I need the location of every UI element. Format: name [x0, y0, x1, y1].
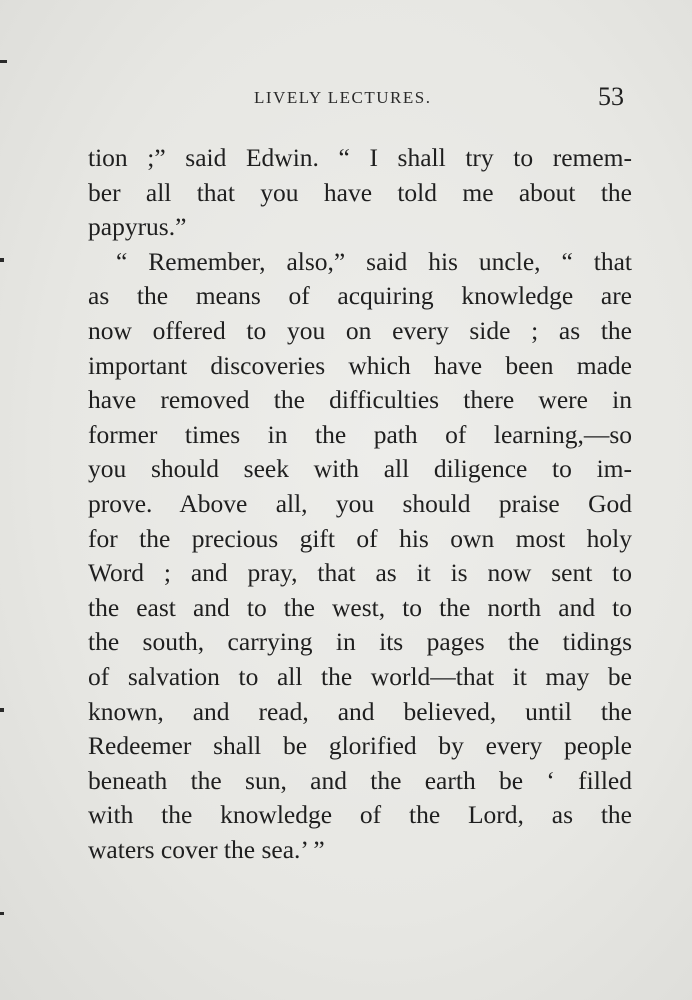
text-line: for the precious gift of his own most holy [88, 523, 632, 553]
text-line: “ Remember, also,” said his uncle, “ that [116, 246, 632, 276]
text-line: have removed the difficulties there were in [88, 385, 632, 415]
text-line: the south, carrying in its pages the tidings [88, 627, 632, 657]
text-line: Word ; and pray, that as it is now sent to [88, 558, 632, 588]
text-line: waters cover the sea.’ ” [88, 834, 325, 864]
text-line: you should seek with all diligence to im- [88, 454, 632, 484]
text-line: tion ;” said Edwin. “ I shall try to remem- [88, 143, 632, 172]
text-line: now offered to you on every side ; as the [88, 315, 632, 345]
text-line: of salvation to all the world—that it may be [88, 661, 632, 691]
text-line: prove. Above all, you should praise God [88, 488, 632, 518]
text-line: beneath the sun, and the earth be ‘ filled [88, 765, 632, 795]
page-number: 53 [598, 82, 624, 111]
text-line: with the knowledge of the Lord, as the [88, 800, 632, 830]
left-edge-mark [0, 258, 4, 262]
text-line: as the means of acquiring knowledge are [88, 281, 632, 311]
text-line: former times in the path of learning,—so [88, 419, 632, 449]
text-line: important discoveries which have been made [88, 350, 632, 380]
left-edge-mark [0, 60, 7, 63]
text-line: papyrus.” [88, 212, 187, 242]
text-line: the east and to the west, to the north and to [88, 592, 632, 622]
text-line: ber all that you have told me about the [88, 177, 632, 207]
left-edge-mark [0, 912, 4, 915]
page-header [0, 82, 692, 118]
body-text [88, 141, 632, 867]
running-title: LIVELY LECTURES. [254, 88, 432, 107]
left-edge-mark [0, 708, 4, 712]
text-line: Redeemer shall be glorified by every people [88, 731, 632, 761]
text-line: known, and read, and believed, until the [88, 696, 632, 726]
